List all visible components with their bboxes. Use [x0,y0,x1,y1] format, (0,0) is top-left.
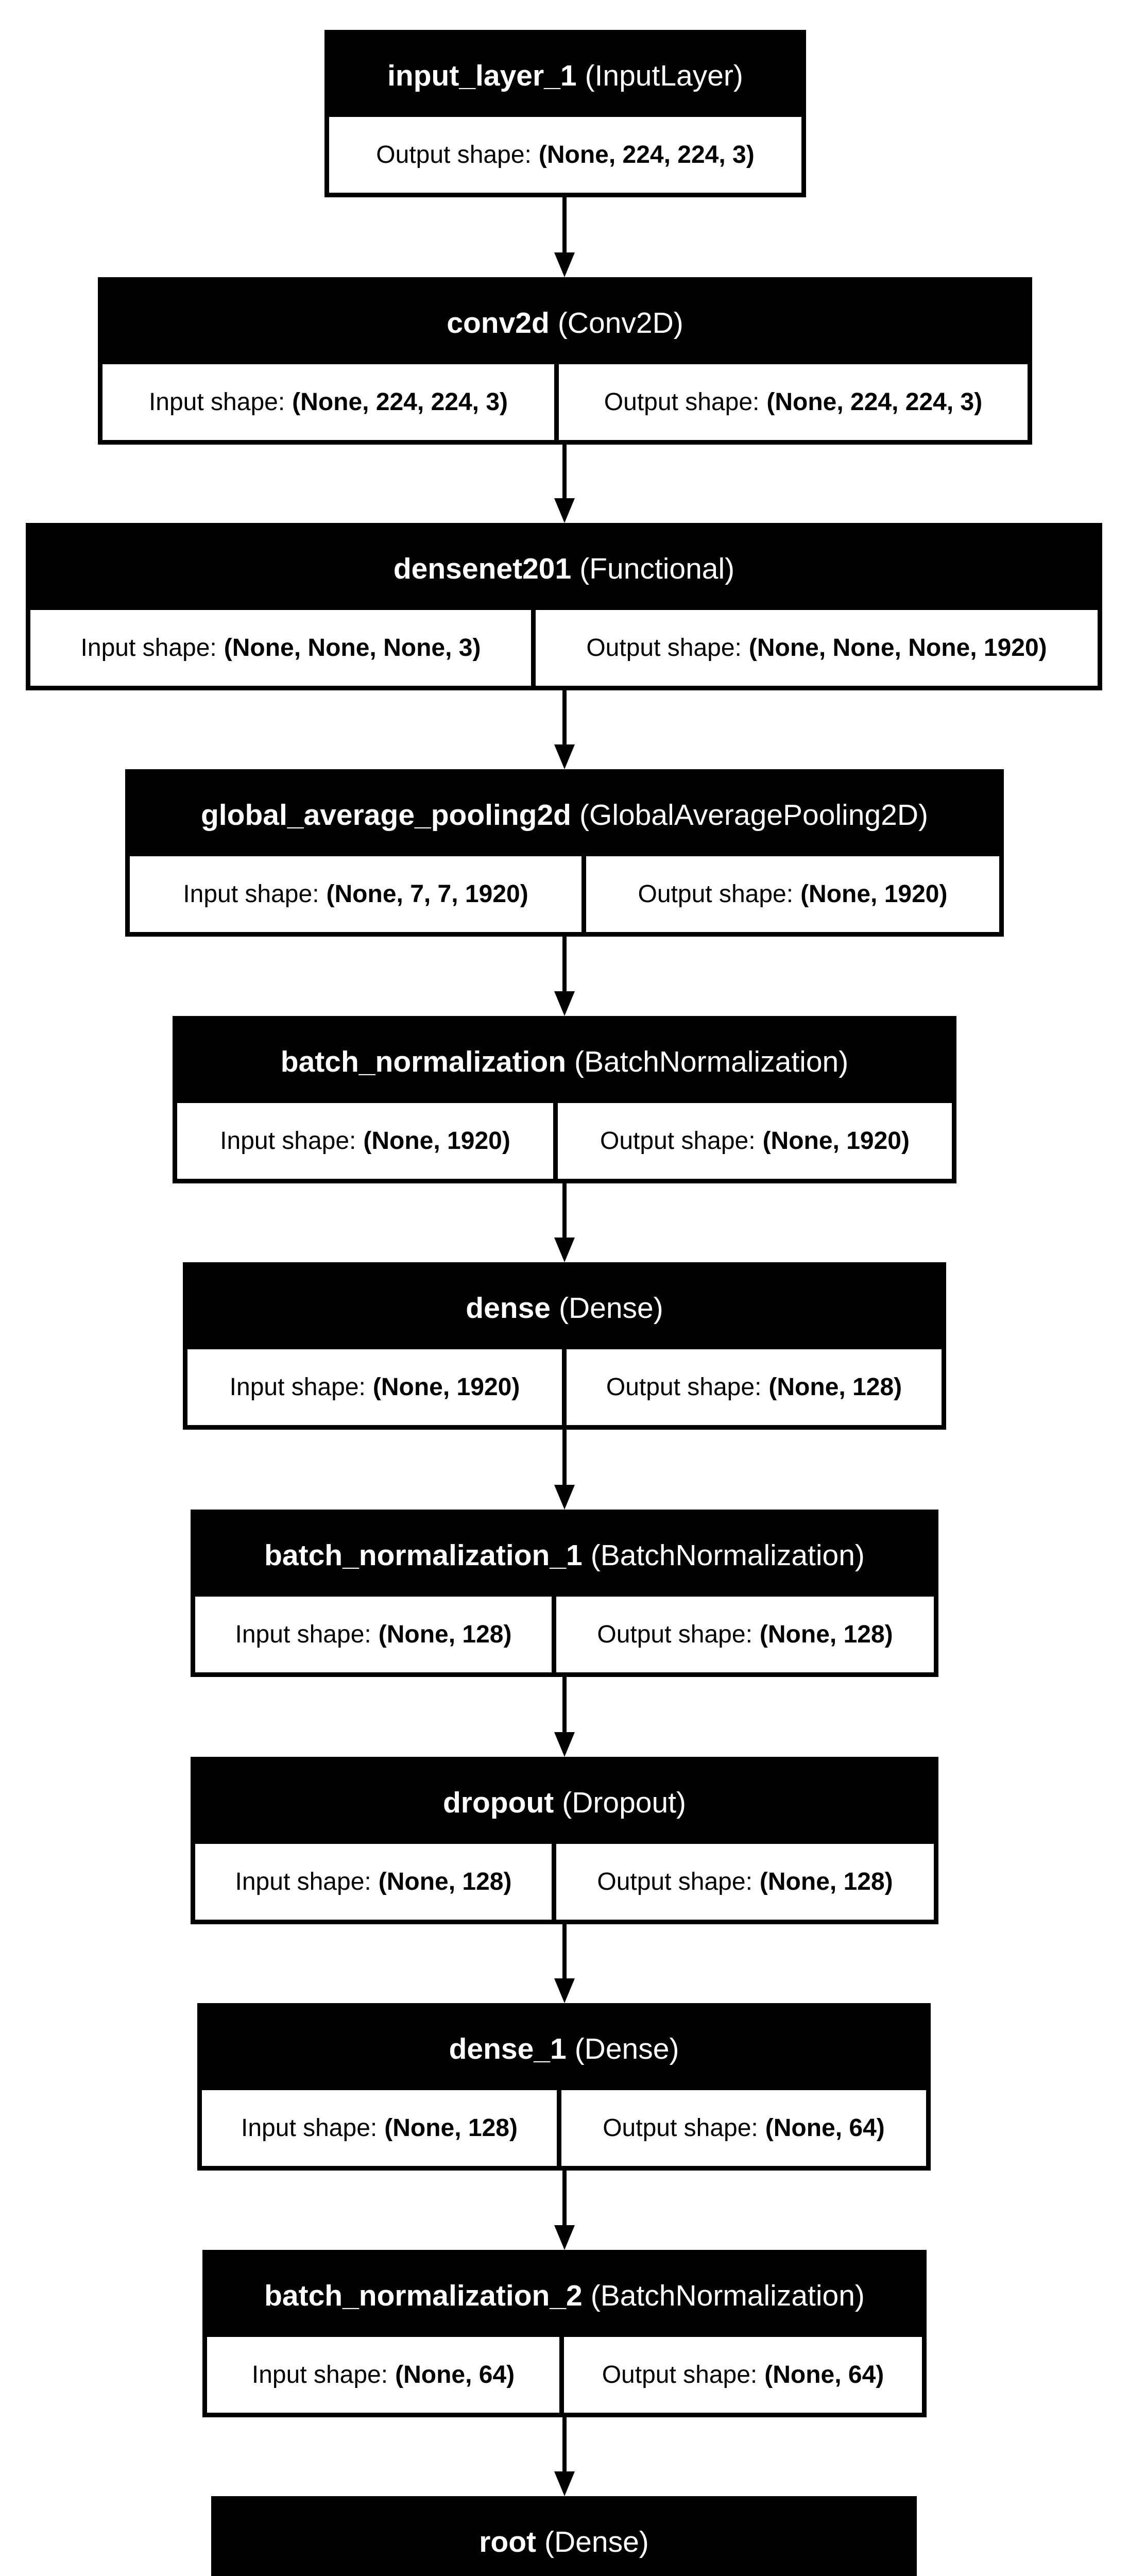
connector-arrowhead-0 [554,252,575,277]
output-shape-cell [559,364,1028,440]
layer-header [30,528,1098,610]
layer-type: (Dropout) [562,1786,686,1819]
layer-header [216,2501,912,2576]
input-shape-label: Input shape: [241,2114,378,2142]
layer-name: root [479,2526,537,2558]
input-shape-value: (None, 128) [378,1868,512,1895]
layer-header [130,774,999,856]
output-shape-label: Output shape: [603,2114,758,2142]
output-shape-label: Output shape: [597,1868,752,1895]
layer-header [177,1021,952,1103]
connector-arrowhead-9 [554,2471,575,2496]
output-shape-cell [536,610,1098,686]
layer-node-conv2d [98,277,1032,445]
layer-node-dense-1 [197,2003,931,2171]
input-shape-label: Input shape: [251,2361,388,2388]
layer-type: (BatchNormalization) [590,1539,865,1572]
input-shape-value: (None, 1920) [372,1374,520,1401]
layer-name: dense_1 [449,2032,567,2065]
output-shape-cell [556,1844,934,1920]
input-shape-value: (None, 64) [395,2361,515,2388]
input-shape-label: Input shape: [183,880,319,908]
output-shape-label: Output shape: [638,880,794,908]
output-shape-label: Output shape: [597,1621,752,1648]
layer-type: (Dense) [574,2032,679,2065]
layer-header [202,2008,926,2090]
connector-arrowhead-8 [554,2225,575,2250]
connector-arrowhead-7 [554,1978,575,2003]
connector-arrowhead-2 [554,744,575,769]
output-shape-value: (None, None, None, 1920) [748,634,1047,662]
layer-header [329,35,801,117]
input-shape-cell [30,610,531,686]
output-shape-label: Output shape: [604,388,760,416]
input-shape-cell [202,2090,557,2166]
input-shape-cell [207,2337,559,2413]
layer-node-root [211,2496,917,2576]
output-shape-value: (None, 224, 224, 3) [766,388,983,416]
layer-header [102,282,1028,364]
layer-name: batch_normalization [280,1045,567,1078]
layer-type: (GlobalAveragePooling2D) [579,799,929,832]
layer-type: (Dense) [544,2526,649,2558]
layer-name: global_average_pooling2d [200,799,571,832]
layer-header [195,1514,934,1597]
output-shape-label: Output shape: [600,1127,756,1155]
output-shape-cell [558,1103,952,1179]
input-shape-value: (None, 128) [378,1621,512,1648]
input-shape-cell [177,1103,553,1179]
layer-name: input_layer_1 [387,59,577,92]
input-shape-cell [195,1844,552,1920]
connector-arrowhead-3 [554,991,575,1016]
output-shape-cell [329,117,801,193]
layer-node-dense [183,1262,946,1430]
connector-arrowhead-6 [554,1732,575,1757]
connector-arrowhead-4 [554,1238,575,1262]
layer-type: (BatchNormalization) [590,2279,865,2312]
layer-type: (Conv2D) [557,307,683,340]
output-shape-value: (None, 128) [759,1868,893,1895]
connector-arrowhead-5 [554,1485,575,1510]
output-shape-label: Output shape: [602,2361,758,2388]
output-shape-value: (None, 1920) [800,880,948,908]
layer-header [187,1267,942,1349]
layer-node-batch-normalization [173,1016,956,1183]
input-shape-cell [102,364,554,440]
input-shape-label: Input shape: [80,634,217,662]
output-shape-cell [556,1597,934,1672]
layer-type: (BatchNormalization) [574,1045,849,1078]
output-shape-value: (None, 64) [764,2361,884,2388]
layer-name: dense [466,1292,551,1325]
output-shape-value: (None, 224, 224, 3) [538,141,755,168]
layer-node-batch-normalization-1 [191,1510,938,1677]
input-shape-label: Input shape: [229,1374,366,1401]
layer-name: batch_normalization_2 [264,2279,583,2312]
output-shape-cell [586,856,999,932]
input-shape-label: Input shape: [235,1868,371,1895]
layer-type: (Functional) [579,552,735,585]
input-shape-cell [195,1597,552,1672]
layer-name: dropout [442,1786,554,1819]
layer-node-dropout [191,1757,938,1924]
layer-name: batch_normalization_1 [264,1539,583,1572]
layer-node-batch-normalization-2 [202,2250,927,2417]
output-shape-label: Output shape: [606,1374,762,1401]
output-shape-cell [561,2090,926,2166]
layer-name: conv2d [447,307,550,340]
connector-arrowhead-1 [554,498,575,523]
layer-type: (InputLayer) [585,59,743,92]
input-shape-value: (None, None, None, 3) [224,634,481,662]
input-shape-value: (None, 1920) [363,1127,510,1155]
input-shape-label: Input shape: [235,1621,371,1648]
layer-node-densenet201 [26,523,1102,690]
input-shape-label: Input shape: [220,1127,356,1155]
output-shape-value: (None, 128) [759,1621,893,1648]
input-shape-value: (None, 224, 224, 3) [292,388,508,416]
output-shape-value: (None, 64) [765,2114,885,2142]
layer-header [195,1761,934,1844]
layer-name: densenet201 [393,552,572,585]
layer-header [207,2255,922,2337]
layer-type: (Dense) [559,1292,663,1325]
input-shape-label: Input shape: [148,388,285,416]
input-shape-value: (None, 7, 7, 1920) [326,880,528,908]
layer-node-global-average-pooling2d [125,769,1004,937]
output-shape-label: Output shape: [376,141,532,168]
input-shape-cell [187,1349,562,1425]
output-shape-value: (None, 128) [768,1374,902,1401]
layer-node-input-layer-1 [324,30,806,197]
input-shape-cell [130,856,581,932]
input-shape-value: (None, 128) [384,2114,518,2142]
output-shape-cell [564,2337,922,2413]
output-shape-label: Output shape: [586,634,742,662]
output-shape-cell [567,1349,942,1425]
output-shape-value: (None, 1920) [762,1127,910,1155]
